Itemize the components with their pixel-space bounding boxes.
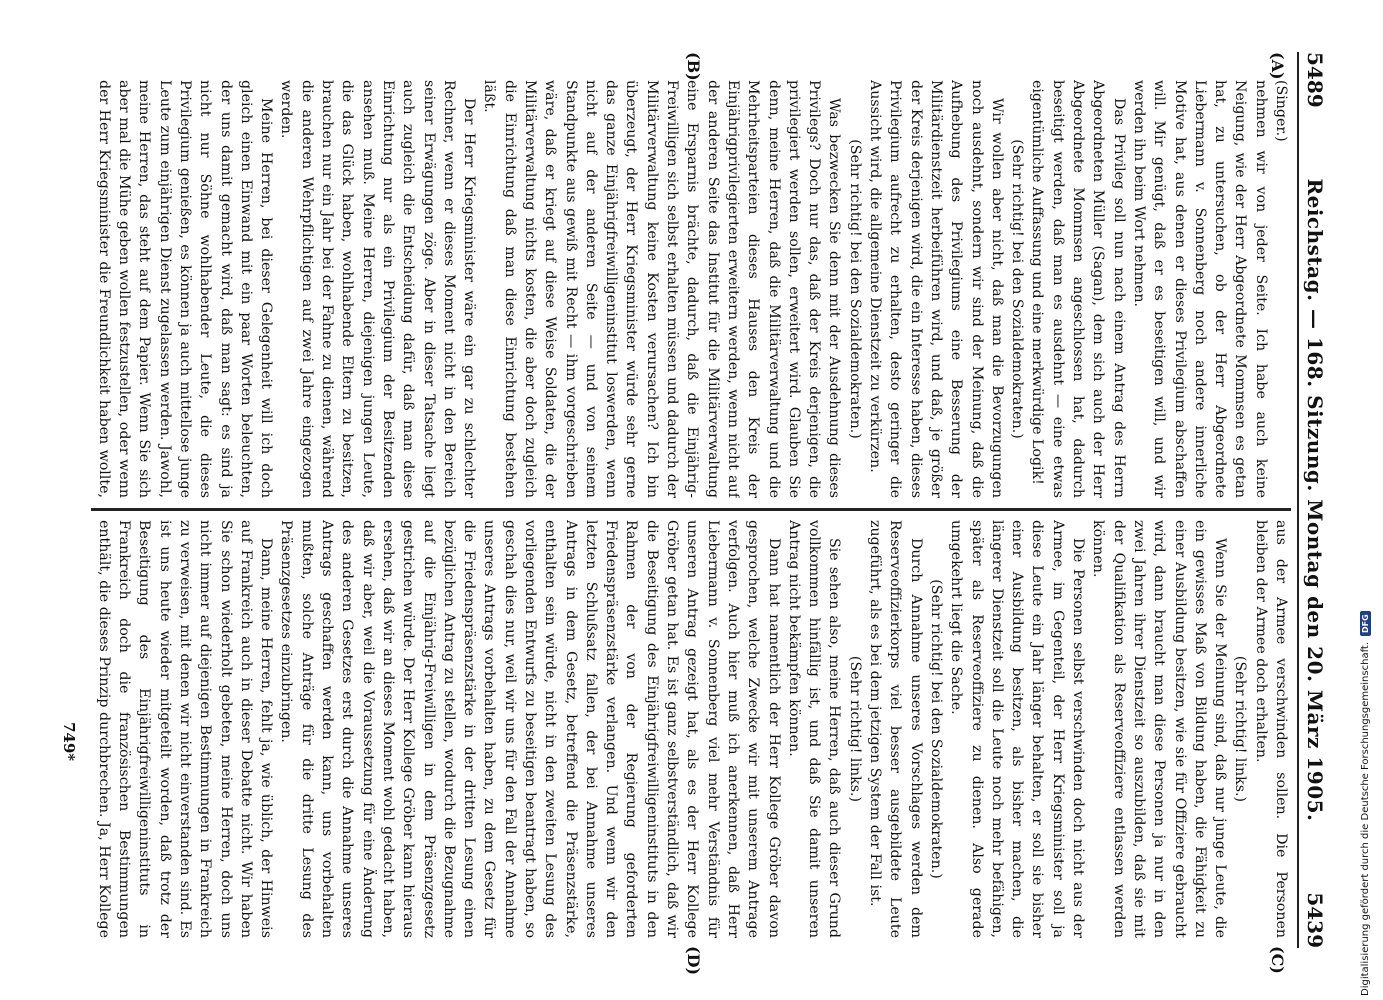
paragraph: Sie sehen also, meine Herren, daß auch dieser Grund vollkommen hinfällig ist, und daß Sie damit unseren Antrag nicht bekämpfen können.	[785, 520, 843, 938]
interjection: (Sehr richtig! bei den Sozialdemokraten.)	[1009, 139, 1026, 439]
interjection: (Sehr richtig! bei den Sozialdemokraten.)	[927, 579, 944, 879]
interjection: (Sehr richtig! links.)	[1232, 655, 1249, 803]
paragraph: Was bezwecken Sie denn mit der Ausdehnung dieses Privilegs? Doch nur das, daß der Kreis derjenigen, die privilegiert werden sollen, erweitert wird. Glauben Sie denn, meine Herren, daß die Militärverwaltung und die Mehrheitsparteien dieses Hauses den Kreis der Einjährigprivilegierten erweitern werden, wenn nicht auf der anderen Seite das Institut für die Militärverwaltung eine Ersparnis brächte, dadurch, daß die Einjährig-Freiwilligen sich selbst erhalten müssen und dadurch der Militärverwaltung keine Kosten verursachen? Ich bin überzeugt, der Herr Kriegsminister würde sehr gerne das ganze Einjährigfreiwilligeninstitut loswerden, wenn nicht auf der anderen Seite — und von seinem Standpunkte aus gewiß mit Recht — ihm vorgeschrieben wäre, daß er kriegt auf diese Weise Soldaten, die der Militärverwaltung nichts kosten, die aber doch zugleich die Einrichtung daß man diese Einrichtung bestehen läßt.	[481, 80, 843, 498]
paragraph: Dann hat namentlich der Herr Kollege Gröber davon gesprochen, welche Zwecke wir mit unserem Antrage verfolgen. Auch hier muß ich anerkennen, daß Herr Liebermann v. Sonnenberg viel mehr Verständnis für unseren Antrag gezeigt hat, als es der Herr Kollege Gröber getan hat. Es ist ganz selbstverständlich, daß wir die Beseitigung des Einjährigfreiwilligeninstituts in den Rahmen der von der Regierung geforderten Friedenspräsenzstärke verlangen. Und wenn wir den letzten Schlußsatz fallen, der bei Annahme unseres Antrags in dem Gesetz, betreffend die Präsenzstärke, enthalten sein würde, nicht in den zweiten Lesung des vorliegenden Entwurfs zu beseitigen beantragt haben, so geschah dies nur, weil wir uns für den Fall der Annahme unseres Antrags vorbehalten haben, zu dem Gesetz für die Friedenspräsenzstärke in der dritten Lesung einen bezüglichen Antrag zu stellen, wodurch die Bezugnahme auf die Einjährig-Freiwilligen in dem Präsenzgesetz gestrichen würde. Der Herr Kollege Gröber kann hieraus ersehen, daß wir an dieses Moment wohl gedacht haben, daß wir aber, weil die Voraussetzung für eine Änderung des anderen Gesetzes erst durch die Annahme unseres Antrags geschaffen werden kann, uns vorbehalten mußten, solche Anträge für die dritte Lesung des Präsenzgesetzes einzubringen.	[278, 520, 782, 938]
dfg-logo: DFG	[1360, 611, 1371, 636]
paragraph: Das Privileg soll nun nach einem Antrag des Herrn Abgeordneten Müller (Sagan), dem sich auch der Herr Abgeordnete Mommsen angeschlossen hat, dadurch beseitigt werden, daß man es ausdehnt — eine etwas eigentümliche Auffassung und eine merkwürdige Logik!	[1029, 80, 1127, 498]
header-rule	[1297, 52, 1299, 948]
paragraph: aus der Armee verschwinden sollen. Die Personen bleiben der Armee doch erhalten.	[1252, 520, 1289, 938]
interjection: (Sehr richtig! links.)	[846, 655, 863, 803]
header-page-number-left: 5489	[1303, 52, 1327, 108]
page-footer-number: 749*	[60, 722, 78, 762]
margin-marker-d: (D)	[684, 946, 703, 976]
page-header	[1303, 52, 1343, 948]
header-title: Reichstag. — 168. Sitzung. Montag den 20. März 1905.	[1303, 178, 1327, 822]
paragraph: Dann, meine Herren, fehlt ja, wie üblich, der Hinweis auf Frankreich auch in dieser Debatte nicht. Wir haben Sie schon wiederholt gebeten, meine Herren, doch uns nicht immer auf diejenigen Bestimmungen in Frankreich zu verweisen, mit denen wir nicht einverstanden sind. Es ist uns heute wieder mitgeteilt worden, daß trotz der Beseitigung des Einjährigfreiwilligeninstituts in Frankreich doch die französischen Bestimmungen enthält, die dieses Prinzip durchbrechen. Ja, Herr Kollege	[95, 520, 275, 938]
column-divider	[91, 508, 1291, 511]
speaker-name: (Singer.)	[1273, 80, 1289, 142]
paragraph: Wenn Sie der Meinung sind, daß nur junge Leute, die ein gewisses Maß von Bildung haben, die Fähigkeit zu einer Ausbildung besitzen, wie sie für Offiziere gebraucht wird, dann braucht man diese Personen ja nur in den zwei Jahren ihrer Dienstzeit so auszubilden, daß sie mit der Qualifikation als Reserveoffiziere entlassen werden können.	[1090, 520, 1229, 938]
margin-marker-c: (C)	[1268, 946, 1287, 974]
paragraph: Meine Herren, bei dieser Gelegenheit will ich doch gleich einen Einwand mit ein paar Worten beleuchten, der uns damit gemacht wird, daß man sagt: es sind ja nicht nur Söhne wohlhabender Leute, die dieses Privilegium genießen, es können ja auch mittellose junge Leute zum einjährigen Dienst zugelassen werden. Jawohl, meine Herren, das steht auf dem Papier. Wenn Sie sich aber mal die Mühe geben wollen festzustellen, oder wenn der Herr Kriegsminister die Freundlichkeit haben wollte,	[95, 80, 275, 498]
digitization-notice	[1360, 96, 1371, 996]
paragraph: Durch Annahme unseres Vorschlages werden dem Reserveoffizierkorps viel besser ausgebildete Leute zugeführt, als es bei dem jetzigen System der Fall ist.	[867, 520, 924, 938]
digitization-text: Digitalisierung gefördert durch die Deutsche Forschungsgemeinschaft.	[1360, 641, 1371, 996]
paragraph: Der Herr Kriegsminister wäre ein gar zu schlechter Rechner, wenn er dieses Moment nicht in den Bereich seiner Erwägungen zöge. Aber in dieser Tatsache liegt auch zugleich die Entscheidung dafür, daß man diese Einrichtung nur als ein Privilegium der Besitzenden ansehen muß. Meine Herren, diejenigen jungen Leute, die das Glück haben, wohlhabende Eltern zu besitzen, brauchen nur ein Jahr bei der Fahne zu dienen, während die anderen Wehrpflichtigen auf zwei Jahre eingezogen werden.	[278, 80, 478, 498]
left-text-column	[91, 80, 1291, 498]
margin-marker-a: (A)	[1268, 52, 1287, 80]
header-page-number-right: 5439	[1303, 892, 1327, 948]
paragraph: Die Personen selbst verschwinden doch nicht aus der Armee, im Gegenteil, der Herr Kriegsminister soll ja diese Leute ein Jahr länger behalten, er soll sie bisher einer Ausbildung besitzen, als bisher machen, die längerer Dienstzeit soll die Leute noch mehr befähigen, später als Reserveoffiziere zu dienen. Also gerade umgekehrt liegt die Sache.	[948, 520, 1087, 938]
right-text-column	[91, 520, 1291, 938]
interjection: (Sehr richtig! bei den Sozialdemokraten.)	[846, 139, 863, 439]
margin-marker-b: (B)	[684, 52, 703, 81]
paragraph: nehmen wir von jeder Seite. Ich habe auch keine Neigung, wie der Herr Abgeordnete Mommsen es getan hat, zu untersuchen, ob der Herr Abgeordnete Liebermann v. Sonnenberg noch andere innerliche Motive hat, aus denen er dieses Privilegium abschaffen will. Mir genügt, daß er es beseitigen will, und wir werden ihn beim Wort nehmen.	[1130, 80, 1269, 498]
paragraph: Wir wollen aber nicht, daß man die Bevorzugungen noch ausdehnt, sondern wir sind der Meinung, daß die Aufhebung des Privilegiums eine Besserung der Militärdienstzeit herbeiführen wird, und daß, je größer der Kreis derjenigen wird, die ein Interesse haben, dieses Privilegium aufrecht zu erhalten, desto geringer die Aussicht wird, die allgemeine Dienstzeit zu verkürzen.	[867, 80, 1005, 498]
